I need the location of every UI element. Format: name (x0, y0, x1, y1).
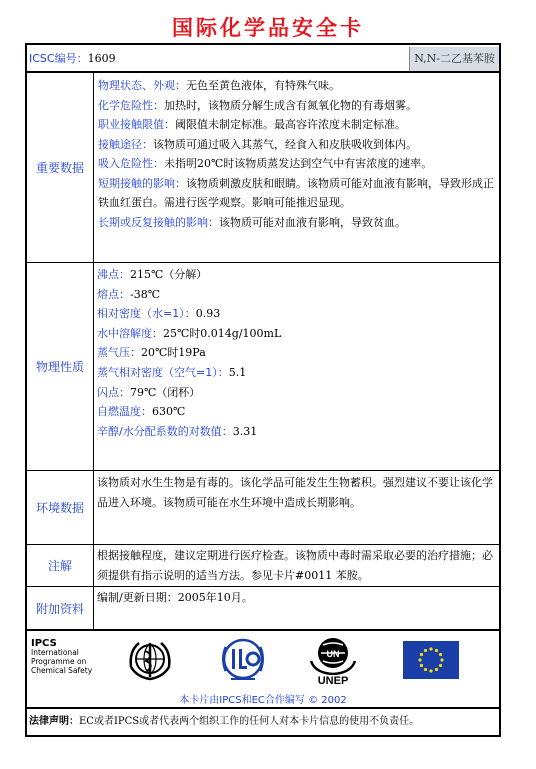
section-environment (27, 471, 499, 545)
ilo-logo-icon (217, 635, 269, 685)
icsc-number: 1609 (87, 52, 116, 65)
svg-text:UN: UN (326, 649, 340, 659)
icsc-label: ICSC编号： (29, 52, 88, 65)
legal-statement (27, 707, 499, 735)
important-item: 吸入危险性：未指明20℃时该物质蒸发达到空气中有害浓度的速率。 (98, 157, 433, 170)
physical-item: 沸点：215℃（分解） (97, 268, 208, 281)
eu-star-icon (420, 653, 423, 656)
eu-star-icon (435, 668, 438, 671)
eu-star-icon (439, 653, 442, 656)
eu-star-icon (429, 669, 432, 672)
physical-item: 相对密度（水=1）：0.93 (97, 307, 221, 321)
physical-item: 熔点：-38℃ (97, 287, 161, 301)
chemical-name: N,N-二乙基苯胺 (409, 47, 499, 71)
physical-item: 闪点：79℃（闭杯） (97, 385, 201, 399)
page-title: 国际化学品安全卡 (172, 16, 364, 40)
section-label-important: 重要数据 (27, 73, 94, 262)
legal-label: 法律声明： (29, 716, 79, 727)
notes-text: 根据接触程度，建议定期进行医疗检查。该物质中毒时需采取必要的治疗措施；必须提供有指示说明的适当方法。参见卡片#0011 苯胺。 (97, 549, 493, 582)
important-item: 短期接触的影响：该物质刺激皮肤和眼睛。该物质可能对血液有影响，导致形成正铁血红蛋白。需进行医学观察。影响可能推迟显现。 (98, 176, 494, 209)
section-label-additional: 附加资料 (27, 587, 94, 629)
eu-star-icon (424, 668, 427, 671)
eu-star-icon (424, 649, 427, 652)
section-label-notes: 注解 (27, 545, 94, 586)
who-logo-icon (125, 637, 175, 683)
eu-star-icon (429, 647, 432, 650)
important-data-body (98, 76, 495, 232)
environment-text: 该物质对水生生物是有毒的。该化学品可能发生生物蓄积。强烈建议不要让该化学品进入环境。该物质可能在水生环境中造成长期影响。 (97, 476, 493, 509)
card-header (27, 47, 499, 73)
important-item: 化学危险性：加热时，该物质分解生成含有氮氧化物的有毒烟雾。 (98, 98, 417, 112)
important-item: 职业接触限值：阈限值未制定标准。最高容许浓度未制定标准。 (98, 118, 406, 131)
logo-strip (27, 631, 499, 709)
important-item: 接触途径：该物质可通过吸入其蒸气，经食入和皮肤吸收到体内。 (98, 137, 417, 151)
important-item: 物理状态、外观：无色至黄色液体，有特殊气味。 (98, 79, 340, 92)
additional-text: 编制/更新日期：2005年10月。 (97, 591, 253, 604)
eu-flag-icon (403, 641, 459, 679)
physical-item: 蒸气压：20℃时19Pa (97, 346, 206, 360)
eu-star-icon (420, 664, 423, 667)
important-item: 长期或反复接触的影响：该物质可能对血液有影响，导致贫血。 (98, 215, 406, 229)
ipcs-logo: IPCS International Programme on Chemical Safety (31, 638, 93, 675)
section-additional (27, 587, 499, 631)
eu-star-icon (439, 664, 442, 667)
physical-item: 蒸气相对密度（空气=1）：5.1 (97, 365, 247, 379)
physical-item: 自燃温度：630℃ (97, 405, 186, 419)
unep-logo-icon (309, 635, 357, 675)
unep-label: UNEP (317, 675, 349, 687)
safety-card (25, 43, 501, 737)
section-physical (27, 263, 499, 471)
physical-item: 辛醇/水分配系数的对数值：3.31 (97, 424, 258, 438)
physical-data-body (97, 265, 495, 441)
physical-item: 水中溶解度：25℃时0.014g/100mL (97, 326, 282, 340)
section-label-environment: 环境数据 (27, 471, 94, 544)
section-label-physical: 物理性质 (27, 263, 94, 470)
legal-text: EC或者IPCS或者代表两个组织工作的任何人对本卡片信息的使用不负责任。 (79, 716, 420, 727)
eu-star-icon (440, 658, 443, 661)
icsc-number-field (27, 47, 116, 71)
section-notes (27, 545, 499, 587)
section-important (27, 73, 499, 263)
collaboration-note: 本卡片由IPCS和EC合作编写 © 2002 (179, 695, 347, 706)
eu-star-icon (418, 658, 421, 661)
eu-star-icon (435, 649, 438, 652)
